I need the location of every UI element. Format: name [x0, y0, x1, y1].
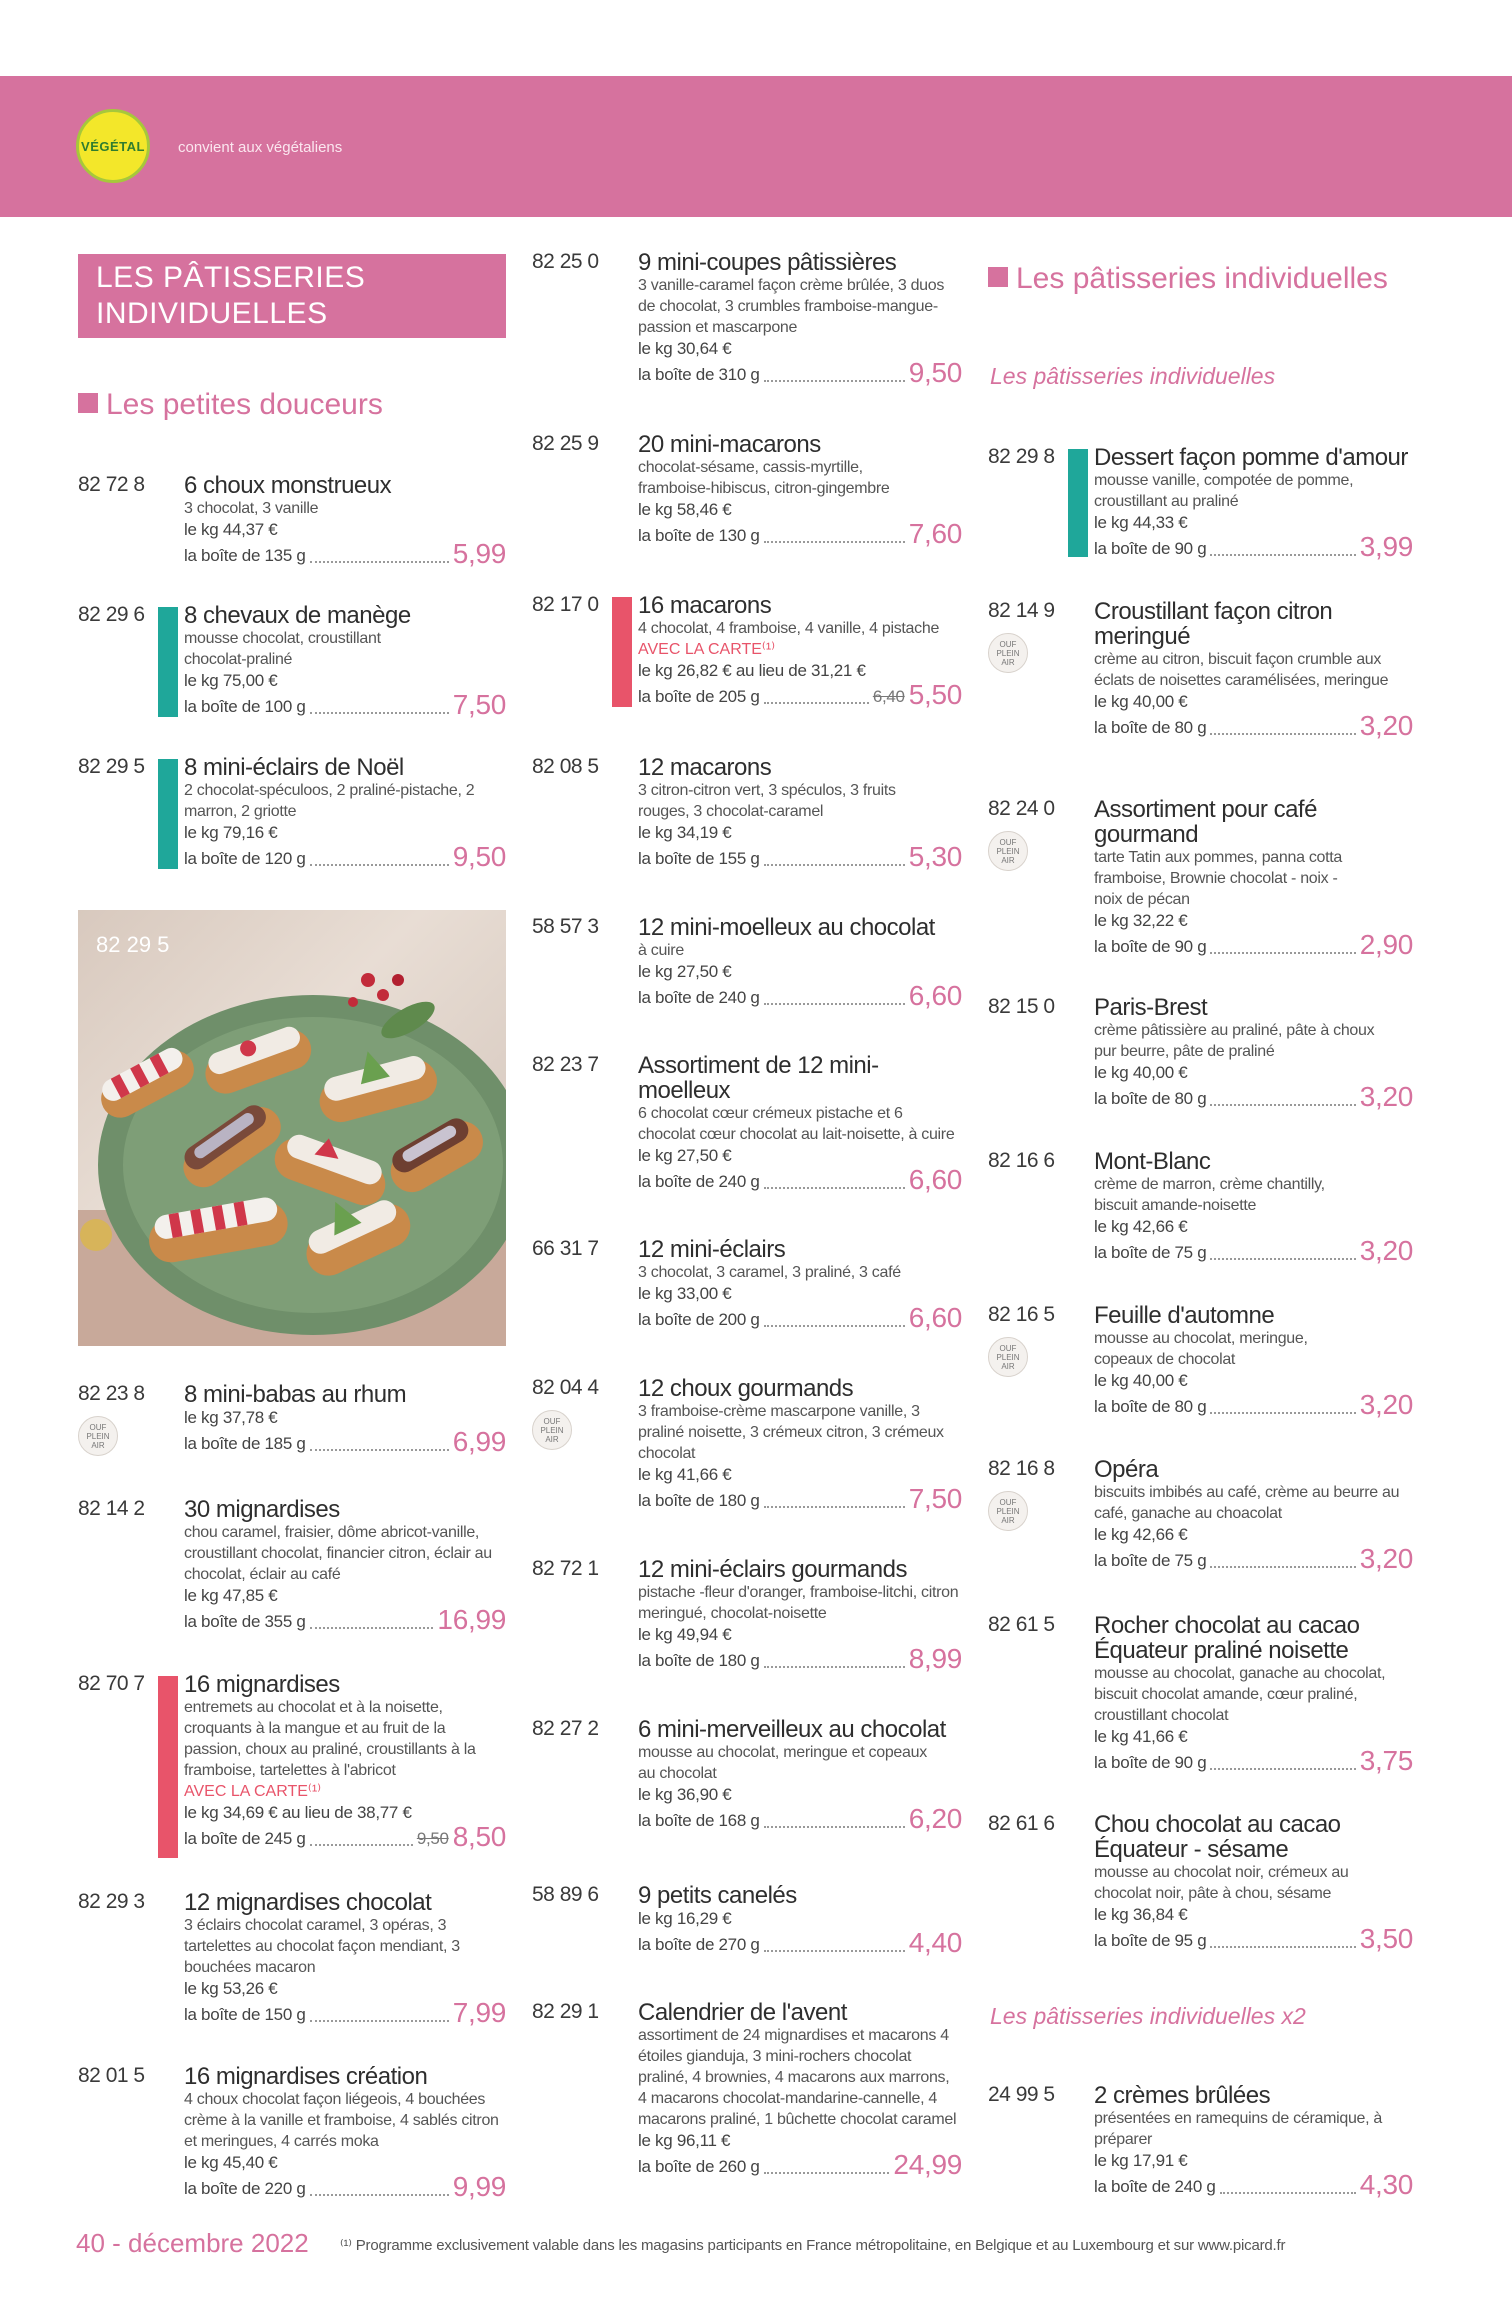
product-name: Rocher chocolat au cacao Équateur praliné noisette — [1094, 1612, 1360, 1664]
eclairs-illustration — [78, 910, 506, 1346]
product-desc: mousse au chocolat noir, crémeux au chocolat noir, pâte à chou, sésame — [1094, 1864, 1349, 1902]
product-code: 82 16 5 — [988, 1303, 1055, 1326]
product-desc: 3 framboise-crème mascarpone vanille, 3 praliné noisette, 3 crémeux citron, 3 crémeux chocolat — [638, 1403, 944, 1462]
product-package: la boîte de 120 g — [184, 849, 306, 868]
dot-leader — [310, 1449, 449, 1451]
product-package: la boîte de 240 g — [638, 988, 760, 1007]
product-desc: 3 chocolat, 3 caramel, 3 praliné, 3 café — [638, 1264, 901, 1281]
section-title-text: Les petites douceurs — [106, 388, 383, 421]
vegan-marker — [1068, 449, 1088, 557]
product-desc: mousse au chocolat, ganache au chocolat, biscuit chocolat amande, cœur praliné, croustillant chocolat — [1094, 1665, 1386, 1724]
product-price: 5,99 — [452, 538, 506, 569]
product-code: 82 29 6 — [78, 603, 145, 626]
product-code: 82 72 8 — [78, 473, 145, 496]
plein-air-egg-icon: OUF PLEIN AIR — [988, 831, 1028, 871]
product-package: la boîte de 245 g — [184, 1829, 306, 1848]
product-desc: mousse vanille, compotée de pomme, croustillant au praliné — [1094, 472, 1354, 510]
plein-air-egg-icon: OUF PLEIN AIR — [988, 1491, 1028, 1531]
product-price: 6,60 — [908, 1302, 962, 1333]
product-price: 3,99 — [1359, 531, 1413, 562]
product-name: Paris-Brest — [1094, 994, 1208, 1021]
product-desc: 2 chocolat-spéculoos, 2 praliné-pistache, 2 marron, 2 griotte — [184, 782, 475, 820]
product-package: la boîte de 355 g — [184, 1612, 306, 1631]
price-row — [1094, 712, 1413, 740]
carte-marker — [158, 1676, 178, 1858]
product-package: la boîte de 90 g — [1094, 937, 1207, 956]
dot-leader — [1210, 1566, 1355, 1568]
product-code: 82 29 5 — [78, 755, 145, 778]
product-price-per-kg: le kg 79,16 € — [184, 823, 278, 842]
product-package: la boîte de 75 g — [1094, 1243, 1207, 1262]
product-desc: 3 citron-citron vert, 3 spéculos, 3 fruits rouges, 3 chocolat-caramel — [638, 782, 896, 820]
product-desc: mousse au chocolat, meringue et copeaux au chocolat — [638, 1744, 927, 1782]
product-price-per-kg: le kg 40,00 € — [1094, 1063, 1188, 1082]
product-price: 3,75 — [1359, 1745, 1413, 1776]
price-row — [184, 1823, 506, 1851]
product-desc: pistache -fleur d'oranger, framboise-litchi, citron meringué, chocolat-noisette — [638, 1584, 959, 1622]
product-desc: assortiment de 24 mignardises et macarons 4 étoiles gianduja, 3 mini-rochers chocolat praliné, 4 brownies, 4 macarons aux marrons, 4 macarons chocolat-mandarine-cannelle, 4 macarons praliné, 1 bûchette chocolat caramel — [638, 2027, 957, 2128]
vegan-marker — [158, 759, 178, 869]
price-row — [1094, 2171, 1413, 2199]
product-code: 82 61 5 — [988, 1613, 1055, 1636]
product-price-per-kg: le kg 41,66 € — [1094, 1727, 1188, 1746]
product-price: 7,50 — [452, 689, 506, 720]
dot-leader — [310, 2194, 449, 2196]
product-code: 82 04 4 — [532, 1376, 599, 1399]
price-row — [638, 1805, 962, 1833]
dot-leader — [310, 864, 449, 866]
dot-leader — [310, 1844, 413, 1846]
price-row — [184, 1999, 506, 2027]
product-package: la boîte de 80 g — [1094, 718, 1207, 737]
product-price: 8,99 — [908, 1643, 962, 1674]
product-price: 3,20 — [1359, 1235, 1413, 1266]
product-price-per-kg: le kg 26,82 € au lieu de 31,21 € — [638, 661, 866, 680]
product-price: 8,50 — [452, 1821, 506, 1852]
price-row — [1094, 1237, 1413, 1265]
dot-leader — [764, 2172, 890, 2174]
product-name: Chou chocolat au cacao Équateur - sésame — [1094, 1811, 1341, 1863]
product-code: 82 25 9 — [532, 432, 599, 455]
price-row — [184, 843, 506, 871]
product-desc: crème de marron, crème chantilly, biscuit amande-noisette — [1094, 1176, 1325, 1214]
product-package: la boîte de 90 g — [1094, 539, 1207, 558]
subsection-title-individuelles: Les pâtisseries individuelles — [990, 363, 1276, 389]
product-price: 2,90 — [1359, 929, 1413, 960]
plein-air-egg-icon: OUF PLEIN AIR — [78, 1416, 118, 1456]
dot-leader — [764, 702, 869, 704]
dot-leader — [764, 1506, 905, 1508]
product-price-per-kg: le kg 16,29 € — [638, 1909, 732, 1928]
dot-leader — [310, 2020, 449, 2022]
product-price-per-kg: le kg 40,00 € — [1094, 692, 1188, 711]
product-name: 12 choux gourmands — [638, 1375, 854, 1402]
dot-leader — [1210, 1104, 1355, 1106]
product-price: 9,99 — [452, 2171, 506, 2202]
product-desc: 6 chocolat cœur crémeux pistache et 6 chocolat cœur chocolat au lait-noisette, à cuire — [638, 1105, 955, 1143]
product-price: 7,50 — [908, 1483, 962, 1514]
product-price: 7,60 — [908, 518, 962, 549]
product-desc: 3 vanille-caramel façon crème brûlée, 3 duos de chocolat, 3 crumbles framboise-mangue-passion et mascarpone — [638, 277, 945, 336]
dot-leader — [1210, 1258, 1355, 1260]
price-row — [1094, 533, 1413, 561]
product-package: la boîte de 155 g — [638, 849, 760, 868]
product-package: la boîte de 220 g — [184, 2179, 306, 2198]
price-row — [638, 1304, 962, 1332]
product-price: 24,99 — [893, 2149, 962, 2180]
product-code: 82 29 8 — [988, 445, 1055, 468]
product-price: 5,30 — [908, 841, 962, 872]
product-package: la boîte de 240 g — [638, 1172, 760, 1191]
dot-leader — [1220, 2192, 1356, 2194]
product-code: 82 25 0 — [532, 250, 599, 273]
product-name: Dessert façon pomme d'amour — [1094, 444, 1408, 471]
product-desc: mousse chocolat, croustillant chocolat-praliné — [184, 630, 381, 668]
price-row — [184, 1428, 506, 1456]
product-name: 9 mini-coupes pâtissières — [638, 249, 897, 276]
vegan-legend-text: convient aux végétaliens — [178, 139, 343, 156]
product-name: 12 mignardises chocolat — [184, 1889, 432, 1916]
product-price-per-kg: le kg 34,19 € — [638, 823, 732, 842]
product-code: 82 16 6 — [988, 1149, 1055, 1172]
product-price-per-kg: le kg 42,66 € — [1094, 1217, 1188, 1236]
old-price: 6,40 — [872, 687, 905, 706]
product-name: Croustillant façon citron meringué — [1094, 598, 1333, 650]
price-row — [638, 1485, 962, 1513]
product-price: 3,20 — [1359, 1389, 1413, 1420]
dot-leader — [764, 541, 905, 543]
product-price-per-kg: le kg 44,33 € — [1094, 513, 1188, 532]
product-code: 58 89 6 — [532, 1883, 599, 1906]
product-price: 3,20 — [1359, 1081, 1413, 1112]
product-name: 6 mini-merveilleux au chocolat — [638, 1716, 946, 1743]
product-name: 8 mini-éclairs de Noël — [184, 754, 404, 781]
price-row — [1094, 931, 1413, 959]
price-row — [184, 691, 506, 719]
price-row — [638, 843, 962, 871]
product-price-per-kg: le kg 40,00 € — [1094, 1371, 1188, 1390]
product-price-per-kg: le kg 58,46 € — [638, 500, 732, 519]
product-code: 82 14 2 — [78, 1497, 145, 1520]
product-price-per-kg: le kg 41,66 € — [638, 1465, 732, 1484]
product-price: 7,99 — [452, 1997, 506, 2028]
product-package: la boîte de 270 g — [638, 1935, 760, 1954]
product-code: 82 70 7 — [78, 1672, 145, 1695]
product-price-per-kg: le kg 17,91 € — [1094, 2151, 1188, 2170]
price-row — [638, 982, 962, 1010]
product-name: 16 mignardises — [184, 1671, 340, 1698]
dot-leader — [1210, 1412, 1355, 1414]
product-price: 4,30 — [1359, 2169, 1413, 2200]
product-desc: crème au citron, biscuit façon crumble aux éclats de noisettes caramélisées, meringue — [1094, 651, 1389, 689]
product-code: 82 23 7 — [532, 1053, 599, 1076]
product-name: 16 macarons — [638, 592, 772, 619]
product-name: 30 mignardises — [184, 1496, 340, 1523]
vegan-badge-icon: VÉGÉTAL — [76, 109, 150, 183]
dot-leader — [764, 1325, 905, 1327]
product-price-per-kg: le kg 49,94 € — [638, 1625, 732, 1644]
product-price: 6,60 — [908, 1164, 962, 1195]
product-price-per-kg: le kg 36,90 € — [638, 1785, 732, 1804]
product-price: 4,40 — [908, 1927, 962, 1958]
product-package: la boîte de 80 g — [1094, 1089, 1207, 1108]
product-package: la boîte de 240 g — [1094, 2177, 1216, 2196]
product-price: 6,20 — [908, 1803, 962, 1834]
product-price-per-kg: le kg 45,40 € — [184, 2153, 278, 2172]
dot-leader — [310, 712, 449, 714]
price-row — [184, 1606, 506, 1634]
price-row — [1094, 1747, 1413, 1775]
dot-leader — [764, 380, 905, 382]
product-name: 12 mini-éclairs — [638, 1236, 786, 1263]
product-name: 8 mini-babas au rhum — [184, 1381, 407, 1408]
product-package: la boîte de 185 g — [184, 1434, 306, 1453]
dot-leader — [1210, 1946, 1355, 1948]
product-price-per-kg: le kg 30,64 € — [638, 339, 732, 358]
product-code: 82 15 0 — [988, 995, 1055, 1018]
section-square-icon — [78, 393, 98, 413]
product-price-per-kg: le kg 32,22 € — [1094, 911, 1188, 930]
berry — [361, 973, 375, 987]
product-code: 66 31 7 — [532, 1237, 599, 1260]
product-price-per-kg: le kg 96,11 € — [638, 2131, 731, 2150]
price-row — [638, 1166, 962, 1194]
product-name: 20 mini-macarons — [638, 431, 821, 458]
product-code: 82 08 5 — [532, 755, 599, 778]
product-package: la boîte de 95 g — [1094, 1931, 1207, 1950]
product-price-per-kg: le kg 42,66 € — [1094, 1525, 1188, 1544]
dot-leader — [1210, 952, 1355, 954]
product-code: 82 27 2 — [532, 1717, 599, 1740]
vegan-marker — [158, 607, 178, 717]
product-price: 3,50 — [1359, 1923, 1413, 1954]
product-code: 82 61 6 — [988, 1812, 1055, 1835]
product-name: Assortiment pour café gourmand — [1094, 796, 1317, 848]
product-code: 82 23 8 — [78, 1382, 145, 1405]
product-desc: 3 éclairs chocolat caramel, 3 opéras, 3 tartelettes au chocolat façon mendiant, 3 bouchées macaron — [184, 1917, 460, 1976]
price-row — [184, 540, 506, 568]
product-desc: 4 chocolat, 4 framboise, 4 vanille, 4 pistache — [638, 620, 940, 637]
price-row — [638, 520, 962, 548]
product-package: la boîte de 168 g — [638, 1811, 760, 1830]
product-photo-mini-eclairs — [78, 910, 506, 1346]
dot-leader — [1210, 733, 1355, 735]
product-code: 24 99 5 — [988, 2083, 1055, 2106]
product-price-per-kg: le kg 34,69 € au lieu de 38,77 € — [184, 1803, 412, 1822]
product-name: 9 petits canelés — [638, 1882, 797, 1909]
product-price: 3,20 — [1359, 1543, 1413, 1574]
price-row — [638, 1929, 962, 1957]
price-row — [638, 359, 962, 387]
price-row — [638, 1645, 962, 1673]
product-desc: entremets au chocolat et à la noisette, croquants à la mangue et au fruit de la passion, choux au praliné, croustillants à la framboise, tartelettes à l'abricot — [184, 1699, 476, 1779]
product-package: la boîte de 90 g — [1094, 1753, 1207, 1772]
dot-leader — [764, 1826, 905, 1828]
product-name: 12 mini-éclairs gourmands — [638, 1556, 907, 1583]
product-price: 9,50 — [452, 841, 506, 872]
product-name: 12 macarons — [638, 754, 772, 781]
product-price-per-kg: le kg 27,50 € — [638, 1146, 732, 1165]
product-price-per-kg: le kg 27,50 € — [638, 962, 732, 981]
section-title-text: Les pâtisseries individuelles — [1016, 262, 1388, 295]
product-price: 3,20 — [1359, 710, 1413, 741]
product-desc: à cuire — [638, 942, 684, 959]
page-number: 40 - décembre 2022 — [76, 2228, 309, 2258]
price-row — [1094, 1545, 1413, 1573]
price-row — [638, 2151, 962, 2179]
product-code: 82 16 8 — [988, 1457, 1055, 1480]
product-price-per-kg: le kg 44,37 € — [184, 520, 278, 539]
product-package: la boîte de 180 g — [638, 1491, 760, 1510]
product-name: 2 crèmes brûlées — [1094, 2082, 1271, 2109]
product-name: Opéra — [1094, 1456, 1159, 1483]
footnote: ⁽¹⁾ Programme exclusivement valable dans les magasins participants en France métropolitaine, en Belgique et au Luxembourg et sur www.picard.fr — [340, 2237, 1286, 2254]
product-price-per-kg: le kg 47,85 € — [184, 1586, 278, 1605]
product-code: 82 29 1 — [532, 2000, 599, 2023]
product-package: la boîte de 130 g — [638, 526, 760, 545]
product-name: 8 chevaux de manège — [184, 602, 411, 629]
product-name: Feuille d'automne — [1094, 1302, 1275, 1329]
price-row — [1094, 1925, 1413, 1953]
product-price-per-kg: le kg 36,84 € — [1094, 1905, 1188, 1924]
price-row — [1094, 1391, 1413, 1419]
product-price-per-kg: le kg 33,00 € — [638, 1284, 732, 1303]
section-title-petites-douceurs — [78, 388, 383, 422]
dot-leader — [764, 1950, 905, 1952]
berry — [348, 997, 358, 1007]
section-square-icon — [988, 267, 1008, 287]
photo-product-code: 82 29 5 — [96, 932, 170, 957]
dot-leader — [1210, 554, 1355, 556]
product-price: 9,50 — [908, 357, 962, 388]
plein-air-egg-icon: OUF PLEIN AIR — [988, 633, 1028, 673]
product-price: 6,60 — [908, 980, 962, 1011]
dot-leader — [764, 1187, 905, 1189]
product-package: la boîte de 260 g — [638, 2157, 760, 2176]
product-code: 82 29 3 — [78, 1890, 145, 1913]
plein-air-egg-icon: OUF PLEIN AIR — [532, 1410, 572, 1450]
product-price: 5,50 — [908, 679, 962, 710]
dot-leader — [1210, 1768, 1355, 1770]
product-package: la boîte de 135 g — [184, 546, 306, 565]
berry — [392, 974, 404, 986]
subsection-title-individuelles-x2: Les pâtisseries individuelles x2 — [990, 2003, 1306, 2029]
dot-leader — [764, 1666, 905, 1668]
product-code: 82 01 5 — [78, 2064, 145, 2087]
product-code: 82 72 1 — [532, 1557, 599, 1580]
product-desc: 3 chocolat, 3 vanille — [184, 500, 319, 517]
product-desc: chocolat-sésame, cassis-myrtille, framboise-hibiscus, citron-gingembre — [638, 459, 890, 497]
price-row — [1094, 1083, 1413, 1111]
dot-leader — [764, 864, 905, 866]
product-code: 82 24 0 — [988, 797, 1055, 820]
product-price-per-kg: le kg 53,26 € — [184, 1979, 278, 1998]
product-package: la boîte de 80 g — [1094, 1397, 1207, 1416]
dot-leader — [310, 1627, 434, 1629]
product-desc: présentées en ramequins de céramique, à préparer — [1094, 2110, 1383, 2148]
product-code: 82 14 9 — [988, 599, 1055, 622]
product-price: 16,99 — [437, 1604, 506, 1635]
product-desc: tarte Tatin aux pommes, panna cotta framboise, Brownie chocolat - noix - noix de pécan — [1094, 849, 1343, 908]
product-desc: crème pâtissière au praliné, pâte à choux pur beurre, pâte de praliné — [1094, 1022, 1375, 1060]
berry — [377, 989, 389, 1001]
product-name: Mont-Blanc — [1094, 1148, 1211, 1175]
product-package: la boîte de 100 g — [184, 697, 306, 716]
product-name: 12 mini-moelleux au chocolat — [638, 914, 935, 941]
price-row — [184, 2173, 506, 2201]
product-price-per-kg: le kg 75,00 € — [184, 671, 278, 690]
product-package: la boîte de 200 g — [638, 1310, 760, 1329]
carte-marker — [612, 597, 632, 707]
product-code: 58 57 3 — [532, 915, 599, 938]
product-package: la boîte de 205 g — [638, 687, 760, 706]
product-name: 6 choux monstrueux — [184, 472, 392, 499]
carte-offer-label: AVEC LA CARTE⁽¹⁾ — [638, 641, 776, 658]
price-row — [638, 681, 962, 709]
product-price: 6,99 — [452, 1426, 506, 1457]
dot-leader — [764, 1003, 905, 1005]
product-name: 16 mignardises création — [184, 2063, 428, 2090]
product-desc: biscuits imbibés au café, crème au beurre au café, ganache au choacolat — [1094, 1484, 1400, 1522]
product-package: la boîte de 150 g — [184, 2005, 306, 2024]
product-code: 82 17 0 — [532, 593, 599, 616]
product-package: la boîte de 310 g — [638, 365, 760, 384]
product-package: la boîte de 75 g — [1094, 1551, 1207, 1570]
product-desc: 4 choux chocolat façon liégeois, 4 bouchées crème à la vanille et framboise, 4 sablés citron et meringues, 4 carrés moka — [184, 2091, 499, 2150]
section-title-patisseries-individuelles — [988, 262, 1388, 296]
product-name: Assortiment de 12 mini-moelleux — [638, 1052, 879, 1104]
product-package: la boîte de 180 g — [638, 1651, 760, 1670]
product-price-per-kg: le kg 37,78 € — [184, 1408, 278, 1427]
dot-leader — [310, 561, 449, 563]
product-desc: chou caramel, fraisier, dôme abricot-vanille, croustillant chocolat, financier citron, éclair au chocolat, éclair au café — [184, 1524, 492, 1583]
bell — [80, 1219, 112, 1251]
carte-offer-label: AVEC LA CARTE⁽¹⁾ — [184, 1783, 322, 1800]
page-title: LES PÂTISSERIES INDIVIDUELLES — [78, 254, 506, 338]
product-desc: mousse au chocolat, meringue, copeaux de chocolat — [1094, 1330, 1308, 1368]
old-price: 9,50 — [416, 1829, 449, 1848]
plein-air-egg-icon: OUF PLEIN AIR — [988, 1337, 1028, 1377]
product-name: Calendrier de l'avent — [638, 1999, 847, 2026]
